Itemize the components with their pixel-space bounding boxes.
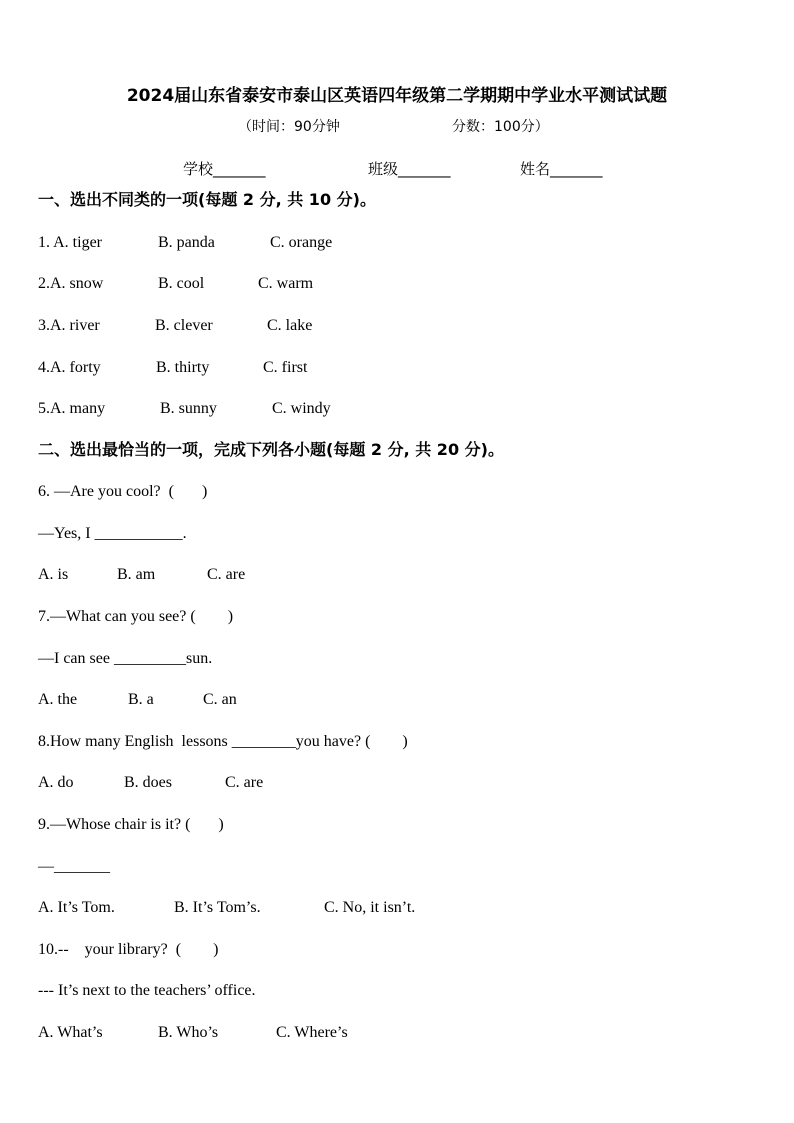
- option-a: 4.A. forty: [38, 359, 101, 376]
- name-field: 姓名_______: [520, 160, 603, 178]
- class-field: 班级_______: [368, 160, 451, 178]
- question-stem: 6. —Are you cool? ( ): [38, 483, 208, 500]
- exam-score: 分数：100分）: [452, 119, 549, 135]
- option-b: B. cool: [158, 275, 205, 292]
- option-a: 1. A. tiger: [38, 234, 102, 251]
- question-stem: 9.—Whose chair is it? ( ): [38, 816, 224, 833]
- option-b: B. thirty: [156, 359, 210, 376]
- option-b: B. a: [128, 691, 154, 708]
- option-c: C. are: [225, 774, 264, 791]
- option-a: A. the: [38, 691, 78, 708]
- option-a: A. is: [38, 566, 69, 583]
- option-c: C. Where’s: [276, 1024, 348, 1041]
- option-c: C. warm: [258, 275, 314, 292]
- question-stem: 10.-- your library? ( ): [38, 941, 219, 958]
- answer-line: —_______: [38, 858, 110, 875]
- option-a: A. What’s: [38, 1024, 103, 1041]
- option-c: C. an: [203, 691, 237, 708]
- option-a: 3.A. river: [38, 317, 100, 334]
- option-c: C. windy: [272, 400, 331, 417]
- option-c: C. are: [207, 566, 246, 583]
- option-b: B. It’s Tom’s.: [174, 899, 261, 916]
- option-c: C. orange: [270, 234, 333, 251]
- exam-time: （时间：90分钟: [238, 119, 340, 135]
- option-a: 2.A. snow: [38, 275, 104, 292]
- option-b: B. clever: [155, 317, 213, 334]
- option-c: C. first: [263, 359, 308, 376]
- option-b: B. does: [124, 774, 172, 791]
- answer-line: --- It’s next to the teachers’ office.: [38, 982, 256, 999]
- option-c: C. No, it isn’t.: [324, 899, 416, 916]
- page-title: 2024届山东省泰安市泰山区英语四年级第二学期期中学业水平测试试题: [126, 86, 668, 106]
- option-a: A. do: [38, 774, 74, 791]
- school-field: 学校_______: [183, 160, 266, 178]
- option-b: B. panda: [158, 234, 215, 251]
- question-stem: 8.How many English lessons ________you have? ( ): [38, 733, 408, 750]
- option-c: C. lake: [267, 317, 313, 334]
- option-a: 5.A. many: [38, 400, 106, 417]
- option-b: B. am: [117, 566, 156, 583]
- question-stem: 7.—What can you see? ( ): [38, 608, 234, 625]
- option-b: B. Who’s: [158, 1024, 219, 1041]
- option-b: B. sunny: [160, 400, 217, 417]
- answer-line: —Yes, I ___________.: [38, 525, 187, 542]
- option-a: A. It’s Tom.: [38, 899, 115, 916]
- section-2-heading: 二、选出最恰当的一项，完成下列各小题(每题 2 分, 共 20 分)。: [38, 440, 504, 459]
- section-1-heading: 一、选出不同类的一项(每题 2 分, 共 10 分)。: [38, 190, 376, 209]
- answer-line: —I can see _________sun.: [38, 650, 213, 667]
